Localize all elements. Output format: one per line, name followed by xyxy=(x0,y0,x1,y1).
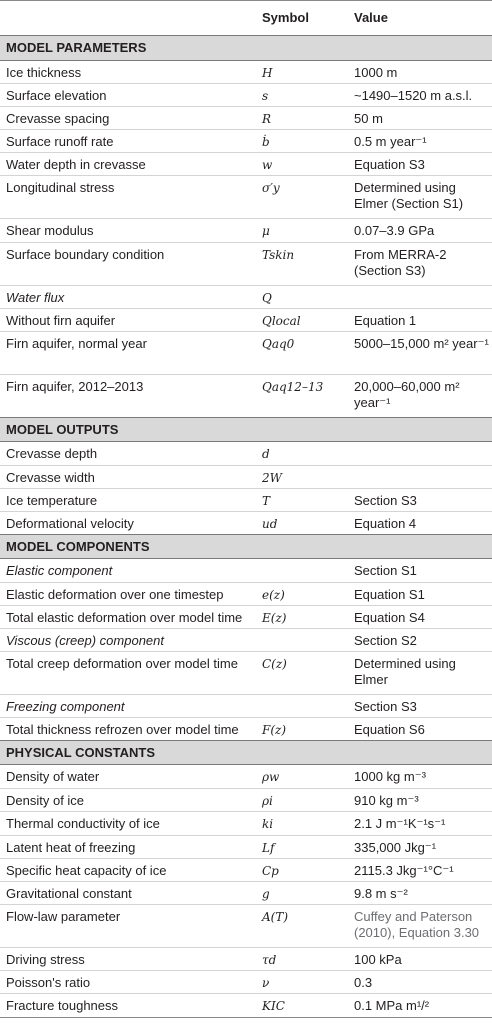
row-name: Fracture toughness xyxy=(0,994,256,1018)
table-row xyxy=(0,176,492,219)
table-row xyxy=(0,859,492,882)
row-value: 0.1 MPa m¹/² xyxy=(348,994,492,1018)
row-name: Surface boundary condition xyxy=(0,243,256,286)
table-row xyxy=(0,789,492,812)
row-name: Gravitational constant xyxy=(0,882,256,905)
row-symbol: A(T) xyxy=(256,905,348,948)
row-value: ~1490–1520 m a.s.l. xyxy=(348,84,492,107)
row-name: Total thickness refrozen over model time xyxy=(0,718,256,741)
row-symbol: C(z) xyxy=(256,652,348,695)
section-title: PHYSICAL CONSTANTS xyxy=(0,741,492,765)
row-symbol: H xyxy=(262,66,273,80)
row-symbol: 2W xyxy=(256,466,348,489)
row-symbol: T xyxy=(256,489,348,512)
table-row xyxy=(0,905,492,948)
table-row xyxy=(0,442,492,466)
table-row xyxy=(0,559,492,583)
row-name: Elastic component xyxy=(6,563,113,578)
row-name: Poisson's ratio xyxy=(0,971,256,994)
header-col1 xyxy=(0,1,256,36)
row-name: Freezing component xyxy=(0,695,256,718)
row-name: Shear modulus xyxy=(0,219,256,243)
row-symbol: Cp xyxy=(256,859,348,882)
table-row xyxy=(0,219,492,243)
row-symbol: Qaq12–13 xyxy=(256,375,348,418)
row-name: Crevasse width xyxy=(0,466,256,489)
section-title: MODEL COMPONENTS xyxy=(0,535,492,559)
table-row xyxy=(0,718,492,741)
header-value: Value xyxy=(354,10,388,25)
row-symbol xyxy=(256,559,348,583)
row-name: Ice temperature xyxy=(0,489,256,512)
row-name: Longitudinal stress xyxy=(0,176,256,219)
table-row xyxy=(0,812,492,836)
row-symbol xyxy=(256,695,348,718)
row-name: Crevasse spacing xyxy=(0,107,256,130)
row-value: Equation S1 xyxy=(348,583,492,606)
row-symbol: ρw xyxy=(262,770,280,784)
row-value: 20,000–60,000 m² year⁻¹ xyxy=(348,375,492,418)
row-name: Flow-law parameter xyxy=(0,905,256,948)
table-row xyxy=(0,153,492,176)
row-value: 0.3 xyxy=(348,971,492,994)
row-symbol: g xyxy=(256,882,348,905)
row-symbol: s xyxy=(256,84,348,107)
row-symbol xyxy=(256,629,348,652)
row-name: Firn aquifer, normal year xyxy=(0,332,256,375)
table-row xyxy=(0,243,492,286)
table-row xyxy=(0,107,492,130)
row-value: Cuffey and Paterson (2010), Equation 3.30 xyxy=(348,905,492,948)
table-row xyxy=(0,994,492,1018)
table-row xyxy=(0,836,492,859)
row-value: 5000–15,000 m² year⁻¹ xyxy=(348,332,492,375)
row-value: 910 kg m⁻³ xyxy=(348,789,492,812)
row-symbol: F(z) xyxy=(256,718,348,741)
table-row xyxy=(0,489,492,512)
table-row xyxy=(0,652,492,695)
row-value xyxy=(348,286,492,309)
table-row xyxy=(0,948,492,971)
table-row xyxy=(0,309,492,332)
table-row xyxy=(0,583,492,606)
row-symbol: Q xyxy=(256,286,348,309)
table-row xyxy=(0,606,492,629)
row-name: Crevasse depth xyxy=(6,446,98,461)
row-symbol: ρi xyxy=(256,789,348,812)
row-name: Density of water xyxy=(6,769,100,784)
header-symbol: Symbol xyxy=(262,10,309,25)
table-row xyxy=(0,695,492,718)
row-value: 0.07–3.9 GPa xyxy=(348,219,492,243)
row-symbol: Tskin xyxy=(256,243,348,286)
row-symbol: KIC xyxy=(256,994,348,1018)
row-value: 100 kPa xyxy=(348,948,492,971)
row-symbol: μ xyxy=(256,219,348,243)
row-symbol: d xyxy=(262,447,270,461)
row-value: Section S2 xyxy=(348,629,492,652)
row-name: Water depth in crevasse xyxy=(0,153,256,176)
row-value: Determined using Elmer xyxy=(348,652,492,695)
row-name: Viscous (creep) component xyxy=(0,629,256,652)
row-value: Section S3 xyxy=(348,695,492,718)
table-row xyxy=(0,629,492,652)
row-name: Firn aquifer, 2012–2013 xyxy=(0,375,256,418)
row-symbol: R xyxy=(256,107,348,130)
row-value: Equation S3 xyxy=(348,153,492,176)
table-row xyxy=(0,61,492,84)
row-value xyxy=(348,466,492,489)
row-name: Water flux xyxy=(0,286,256,309)
table-row xyxy=(0,512,492,535)
row-name: Elastic deformation over one timestep xyxy=(0,583,256,606)
section-title: MODEL OUTPUTS xyxy=(0,418,492,442)
row-value: 2115.3 Jkg⁻¹°C⁻¹ xyxy=(348,859,492,882)
row-value: 1000 m xyxy=(354,65,398,80)
row-symbol: ν xyxy=(256,971,348,994)
row-value: Equation S6 xyxy=(348,718,492,741)
table-row xyxy=(0,130,492,153)
row-name: Driving stress xyxy=(0,948,256,971)
row-name: Density of ice xyxy=(0,789,256,812)
row-name: Ice thickness xyxy=(6,65,82,80)
row-value xyxy=(348,442,492,466)
row-name: Total creep deformation over model time xyxy=(0,652,256,695)
section-title: MODEL PARAMETERS xyxy=(0,36,492,61)
row-value: 9.8 m s⁻² xyxy=(348,882,492,905)
table-row xyxy=(0,332,492,375)
row-symbol: Lf xyxy=(256,836,348,859)
row-symbol: E(z) xyxy=(256,606,348,629)
row-value: Section S1 xyxy=(354,563,417,578)
row-symbol: ki xyxy=(256,812,348,836)
table-header-row xyxy=(0,1,492,36)
row-name: Latent heat of freezing xyxy=(0,836,256,859)
row-value: 0.5 m year⁻¹ xyxy=(348,130,492,153)
table-row xyxy=(0,84,492,107)
row-name: Specific heat capacity of ice xyxy=(0,859,256,882)
row-symbol: ud xyxy=(256,512,348,535)
row-symbol: Qaq0 xyxy=(256,332,348,375)
row-value: 50 m xyxy=(348,107,492,130)
table-row xyxy=(0,765,492,789)
row-value: From MERRA-2 (Section S3) xyxy=(348,243,492,286)
row-value: Determined using Elmer (Section S1) xyxy=(348,176,492,219)
row-symbol: w xyxy=(256,153,348,176)
row-name: Total elastic deformation over model time xyxy=(0,606,256,629)
section-header-row xyxy=(0,418,492,442)
row-value: Section S3 xyxy=(348,489,492,512)
row-symbol: τd xyxy=(256,948,348,971)
row-value: 1000 kg m⁻³ xyxy=(354,769,426,784)
section-header-row xyxy=(0,36,492,61)
row-name: Without firn aquifer xyxy=(0,309,256,332)
row-symbol: e(z) xyxy=(256,583,348,606)
section-header-row xyxy=(0,535,492,559)
row-value: 2.1 J m⁻¹K⁻¹s⁻¹ xyxy=(348,812,492,836)
table-row xyxy=(0,466,492,489)
row-symbol: ḃ xyxy=(256,130,348,153)
table-row xyxy=(0,971,492,994)
row-name: Surface runoff rate xyxy=(0,130,256,153)
section-header-row xyxy=(0,741,492,765)
row-name: Thermal conductivity of ice xyxy=(0,812,256,836)
row-symbol: Qlocal xyxy=(256,309,348,332)
row-value: Equation S4 xyxy=(348,606,492,629)
row-name: Surface elevation xyxy=(0,84,256,107)
row-symbol: σ′y xyxy=(256,176,348,219)
row-value: Equation 1 xyxy=(348,309,492,332)
table-row xyxy=(0,882,492,905)
row-name: Deformational velocity xyxy=(0,512,256,535)
table-row xyxy=(0,286,492,309)
table-row xyxy=(0,375,492,418)
row-value: 335,000 Jkg⁻¹ xyxy=(348,836,492,859)
row-value: Equation 4 xyxy=(348,512,492,535)
